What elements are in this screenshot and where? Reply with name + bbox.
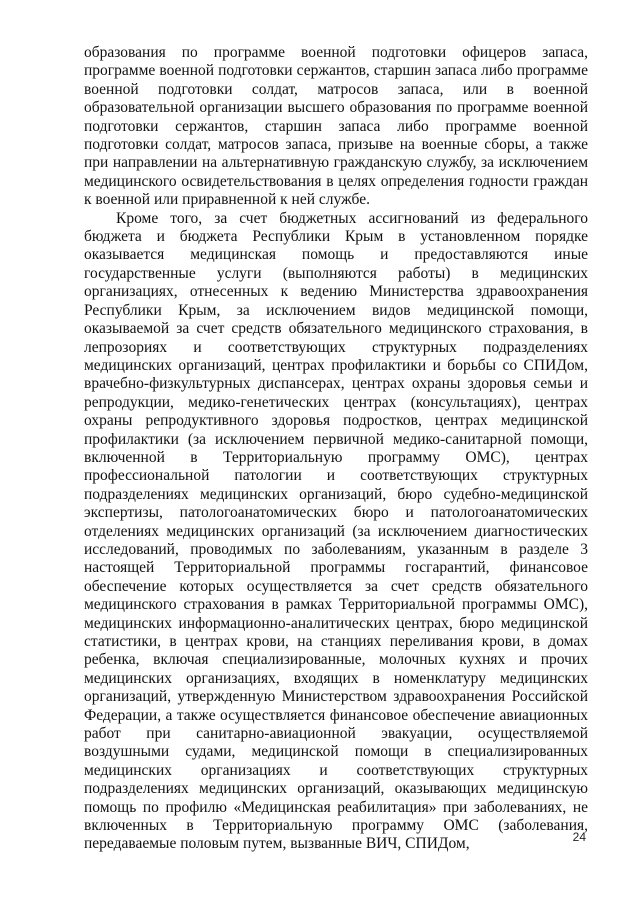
page-number: 24	[572, 830, 586, 844]
paragraph-funding: Кроме того, за счет бюджетных ассигнований из федерального бюджета и бюджета Республики Крым в установленном порядке оказывается медицинская помощь и предоставляются иные государственные услуги (выполняются работы) в медицинских организациях, отнесенных к ведению Министерства здравоохранения Республики Крым, за исключением видов медицинской помощи, оказываемой за счет средств обязательного медицинского страхования, в лепрозориях и соответствующих структурных подразделениях медицинских организаций, центрах профилактики и борьбы со СПИДом, врачебно-физкультурных диспансерах, центрах охраны здоровья семьи и репродукции, медико-генетических центрах (консультациях), центрах охраны репродуктивного здоровья подростков, центрах медицинской профилактики (за исключением первичной медико-санитарной помощи, включенной в Территориальную программу ОМС), центрах профессиональной патологии и соответствующих структурных подразделениях медицинских организаций, бюро судебно-медицинской экспертизы, патологоанатомических бюро и патологоанатомических отделениях медицинских организаций (за исключением диагностических исследований, проводимых по заболеваниям, указанным в разделе 3 настоящей Территориальной программы госгарантий, финансовое обеспечение которых осуществляется за счет средств обязательного медицинского страхования в рамках Территориальной программы ОМС), медицинских информационно-аналитических центрах, бюро медицинской статистики, в центрах крови, на станциях переливания крови, в домах ребенка, включая специализированные, молочных кухнях и прочих медицинских организациях, входящих в номенклатуру медицинских организаций, утвержденную Министерством здравоохранения Российской Федерации, а также осуществляется финансовое обеспечение авиационных работ при санитарно-авиационной эвакуации, осуществляемой воздушными судами, медицинской помощи в специализированных медицинских организациях и соответствующих структурных подразделениях медицинских организаций, оказывающих медицинскую помощь по профилю «Медицинская реабилитация» при заболеваниях, не включенных в Территориальную программу ОМС (заболевания, передаваемые половым путем, вызванные ВИЧ, СПИДом,	[84, 209, 588, 853]
document-body	[84, 44, 588, 854]
paragraph-continuation: образования по программе военной подготовки офицеров запаса, программе военной подготовки сержантов, старшин запаса либо программе военной подготовки солдат, матросов запаса, или в военной образовательной организации высшего образования по программе военной подготовки сержантов, старшин запаса либо программе военной подготовки солдат, матросов запаса, призыве на военные сборы, а также при направлении на альтернативную гражданскую службу, за исключением медицинского освидетельствования в целях определения годности граждан к военной или приравненной к ней службе.	[84, 44, 588, 209]
